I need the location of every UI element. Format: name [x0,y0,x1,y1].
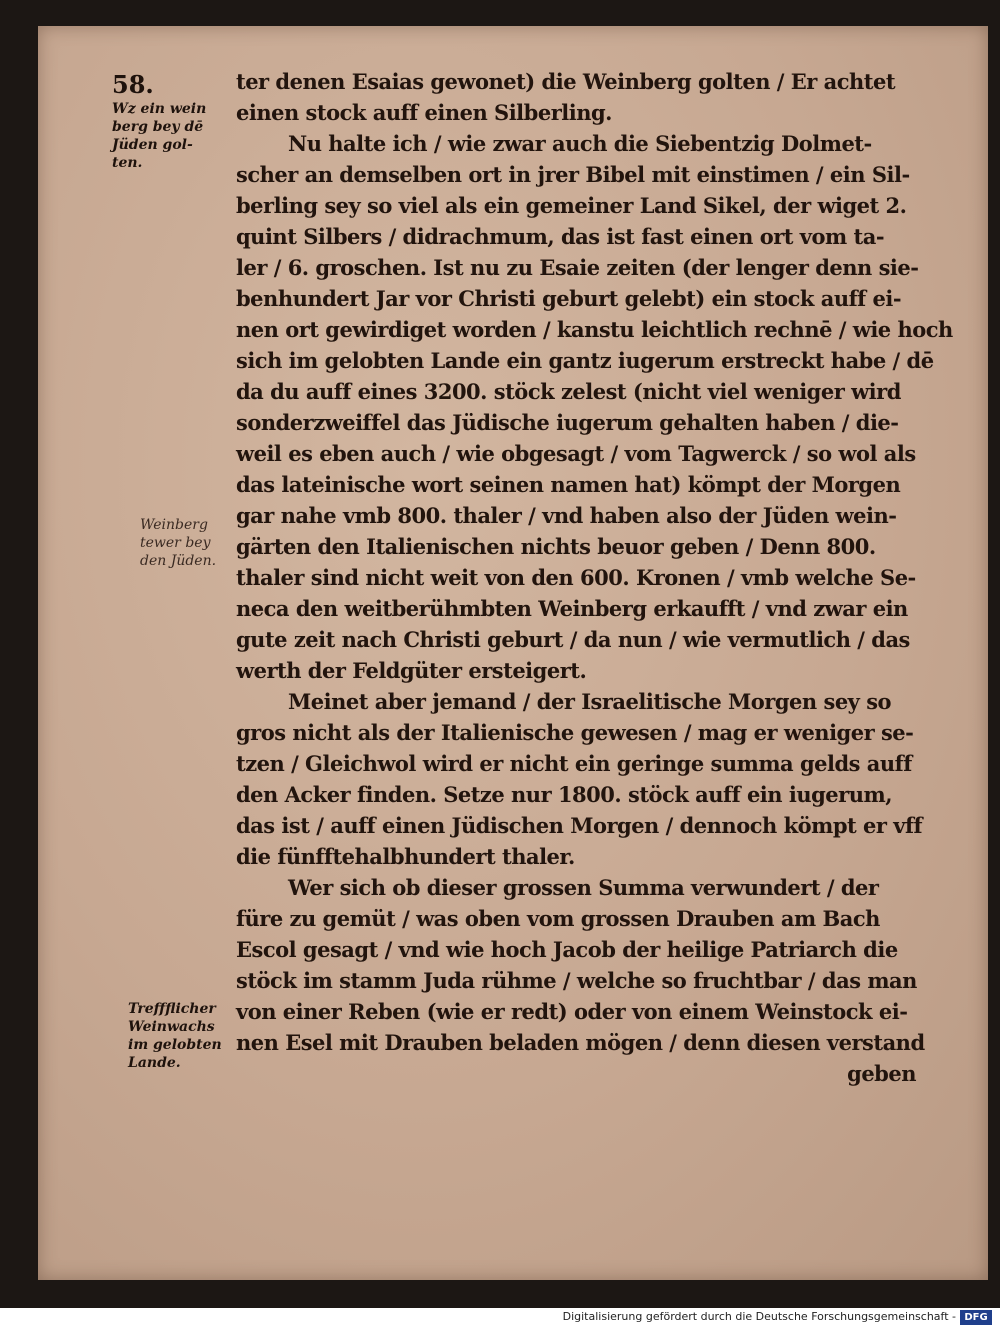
body-text [236,66,953,1089]
text-line: tzen / Gleichwol wird er nicht ein geringe summa gelds auff [236,751,912,776]
funding-credit: Digitalisierung gefördert durch die Deutsche Forschungsgemeinschaft - [562,1310,956,1323]
text-line: sonderzweiffel das Jüdische iugerum gehalten haben / die- [236,410,899,435]
text-line: weil es eben auch / wie obgesagt / vom Tagwerck / so wol als [236,441,916,466]
margin-note-line: Treffflicher [128,1001,216,1017]
text-line: berling sey so viel als ein gemeiner Land Sikel, der wiget 2. [236,193,907,218]
text-line: scher an demselben ort in jrer Bibel mit einstimen / ein Sil- [236,162,910,187]
text-line: werth der Feldgüter ersteigert. [236,658,587,683]
text-line: gar nahe vmb 800. thaler / vnd haben also der Jüden wein- [236,503,897,528]
margin-note-excellent-vine [128,1000,222,1072]
text-line: das lateinische wort seinen namen hat) kömpt der Morgen [236,472,901,497]
margin-note-line: im gelobten [128,1037,222,1053]
margin-note-line: ten. [112,155,143,171]
text-line: gros nicht als der Italienische gewesen / mag er weniger se- [236,720,914,745]
text-line: den Acker finden. Setze nur 1800. stöck auff ein iugerum, [236,782,893,807]
margin-note-line: Weinwachs [128,1019,215,1035]
text-line: Nu halte ich / wie zwar auch die Siebentzig Dolmet- [288,131,872,156]
margin-note-vineyard-expensive [140,516,216,570]
text-line: ter denen Esaias gewonet) die Weinberg golten / Er achtet [236,69,896,94]
text-line: benhundert Jar vor Christi geburt gelebt) ein stock auff ei- [236,286,902,311]
text-line: Wer sich ob dieser grossen Summa verwundert / der [288,875,879,900]
page-number: 58. [112,70,154,99]
text-line: sich im gelobten Lande ein gantz iugerum erstreckt habe / dē [236,348,934,373]
text-line: gute zeit nach Christi geburt / da nun / wie vermutlich / das [236,627,910,652]
text-line: nen ort gewirdiget worden / kanstu leichtlich rechnē / wie hoch [236,317,953,342]
text-line: stöck im stamm Juda rühme / welche so fruchtbar / das man [236,968,917,993]
margin-note-line: Jüden gol- [112,137,193,153]
text-line: da du auff eines 3200. stöck zelest (nicht viel weniger wird [236,379,901,404]
text-line: thaler sind nicht weit von den 600. Kronen / vmb welche Se- [236,565,916,590]
margin-note-line: Lande. [128,1055,181,1071]
text-line: das ist / auff einen Jüdischen Morgen / dennoch kömpt er vff [236,813,923,838]
margin-note-line: den Jüden. [140,553,217,569]
margin-note-vineyard-value [112,100,206,172]
dfg-logo: DFG [960,1310,992,1325]
text-line: von einer Reben (wie er redt) oder von einem Weinstock ei- [236,999,908,1024]
text-line: füre zu gemüt / was oben vom grossen Drauben am Bach [236,906,880,931]
margin-note-line: tewer bey [140,535,211,551]
text-line: Escol gesagt / vnd wie hoch Jacob der heilige Patriarch die [236,937,898,962]
text-line: neca den weitberühmbten Weinberg erkaufft / vnd zwar ein [236,596,908,621]
text-line: nen Esel mit Drauben beladen mögen / denn diesen verstand [236,1030,925,1055]
text-line: gärten den Italienischen nichts beuor geben / Denn 800. [236,534,876,559]
text-line: quint Silbers / didrachmum, das ist fast einen ort vom ta- [236,224,885,249]
text-line: die fünfftehalbhundert thaler. [236,844,575,869]
margin-note-line: Weinberg [140,517,208,533]
text-line: Meinet aber jemand / der Israelitische Morgen sey so [288,689,892,714]
margin-note-line: berg bey dē [112,119,204,135]
footer-bar [0,1308,1000,1329]
margin-note-line: Wz ein wein [112,101,207,117]
catchword: geben [847,1061,916,1086]
text-line: einen stock auff einen Silberling. [236,100,612,125]
text-line: ler / 6. groschen. Ist nu zu Esaie zeiten (der lenger denn sie- [236,255,919,280]
